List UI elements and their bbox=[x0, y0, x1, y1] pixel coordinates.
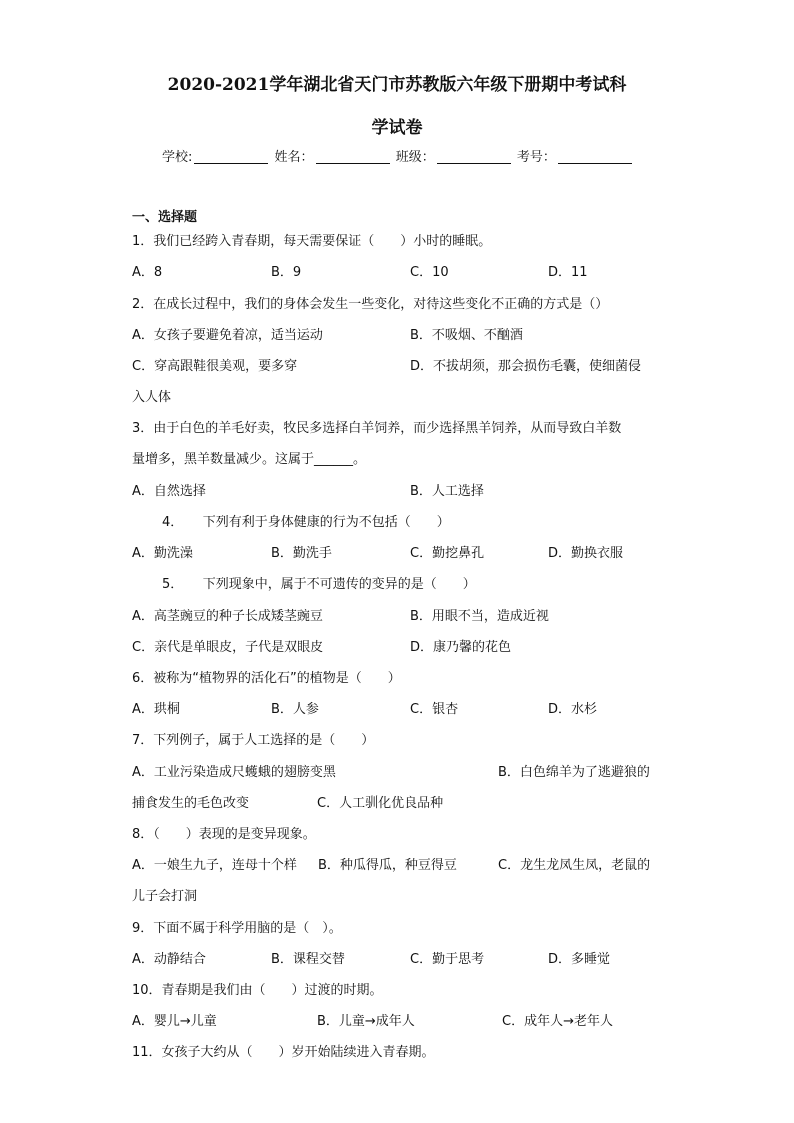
option-a: A．婴儿→儿童 bbox=[132, 1014, 217, 1029]
question-stem: 11．女孩子大约从（ ）岁开始陆续进入青春期。 bbox=[132, 1045, 435, 1060]
question-stem: 10．青春期是我们由（ ）过渡的时期。 bbox=[132, 983, 383, 998]
option-b: B．人参 bbox=[271, 702, 319, 717]
question-stem-continued: 量增多，黑羊数量减少。这属于______。 bbox=[132, 452, 367, 467]
option-b: B．不吸烟、不酗酒 bbox=[410, 328, 523, 343]
option-d: D．水杉 bbox=[548, 702, 598, 717]
option-b: B．白色绵羊为了逃避狼的 bbox=[498, 765, 650, 780]
question-stem: 1．我们已经跨入青春期，每天需要保证（ ）小时的睡眠。 bbox=[132, 234, 492, 249]
question-stem: 2．在成长过程中，我们的身体会发生一些变化，对待这些变化不正确的方式是（） bbox=[132, 297, 609, 312]
option-d: D．康乃馨的花色 bbox=[410, 640, 512, 655]
name-blank[interactable] bbox=[316, 149, 390, 164]
option-d-continued: 入人体 bbox=[132, 390, 172, 405]
student-info-row bbox=[162, 146, 634, 165]
option-b: B．9 bbox=[271, 265, 302, 280]
question-stem: 3．由于白色的羊毛好卖，牧民多选择白羊饲养，而少选择黑羊饲养，从而导致白羊数 bbox=[132, 421, 622, 436]
option-a: A．自然选择 bbox=[132, 484, 206, 499]
option-c: C．勤于思考 bbox=[410, 952, 485, 967]
name-label: 姓名： bbox=[274, 150, 314, 165]
question-stem: 9．下面不属于科学用脑的是（ ）。 bbox=[132, 921, 342, 936]
option-c: C．亲代是单眼皮，子代是双眼皮 bbox=[132, 640, 324, 655]
option-c: C．人工驯化优良品种 bbox=[317, 796, 444, 811]
question-stem: 7．下列例子，属于人工选择的是（ ） bbox=[132, 733, 375, 748]
option-d: D．11 bbox=[548, 265, 588, 280]
option-a: A．女孩子要避免着凉，适当运动 bbox=[132, 328, 323, 343]
option-d: D．多睡觉 bbox=[548, 952, 611, 967]
option-a: A．动静结合 bbox=[132, 952, 206, 967]
question-stem: 5． 下列现象中，属于不可遗传的变异的是（ ） bbox=[162, 577, 476, 592]
option-b: B．用眼不当，造成近视 bbox=[410, 609, 549, 624]
option-c: C．成年人→老年人 bbox=[502, 1014, 613, 1029]
option-b: B．人工选择 bbox=[410, 484, 484, 499]
option-b: B．种瓜得瓜，种豆得豆 bbox=[318, 858, 457, 873]
school-label: 学校: bbox=[162, 150, 193, 165]
option-c: C．银杏 bbox=[410, 702, 459, 717]
class-blank[interactable] bbox=[437, 149, 511, 164]
number-blank[interactable] bbox=[558, 149, 632, 164]
question-stem: 4． 下列有利于身体健康的行为不包括（ ） bbox=[162, 515, 450, 530]
section-title: 一、选择题 bbox=[132, 210, 198, 225]
question-stem: 6．被称为“植物界的活化石”的植物是（ ） bbox=[132, 671, 401, 686]
option-c: C．10 bbox=[410, 265, 449, 280]
option-b: B．儿童→成年人 bbox=[317, 1014, 415, 1029]
option-c-continued: 儿子会打洞 bbox=[132, 889, 198, 904]
option-d: D．不拔胡须，那会损伤毛囊，使细菌侵 bbox=[410, 359, 642, 374]
option-a: A．高茎豌豆的种子长成矮茎豌豆 bbox=[132, 609, 323, 624]
option-a: A．珙桐 bbox=[132, 702, 180, 717]
option-c: C．龙生龙凤生凤，老鼠的 bbox=[498, 858, 651, 873]
option-b: B．勤洗手 bbox=[271, 546, 332, 561]
option-a: A．8 bbox=[132, 265, 163, 280]
option-c: C．勤挖鼻孔 bbox=[410, 546, 485, 561]
school-blank[interactable] bbox=[194, 149, 268, 164]
option-b-continued: 捕食发生的毛色改变 bbox=[132, 796, 250, 811]
option-b: B．课程交替 bbox=[271, 952, 345, 967]
option-d: D．勤换衣服 bbox=[548, 546, 624, 561]
page-title-line-2: 学试卷 bbox=[371, 118, 423, 138]
page-title-line-1: 2020-2021学年湖北省天门市苏教版六年级下册期中考试科 bbox=[167, 75, 627, 95]
number-label: 考号： bbox=[516, 150, 556, 165]
option-a: A．一娘生九子，连母十个样 bbox=[132, 858, 297, 873]
option-a: A．工业污染造成尺蠖蛾的翅膀变黑 bbox=[132, 765, 336, 780]
option-c: C．穿高跟鞋很美观，要多穿 bbox=[132, 359, 298, 374]
option-a: A．勤洗澡 bbox=[132, 546, 193, 561]
class-label: 班级： bbox=[395, 150, 435, 165]
question-stem: 8．（ ）表现的是变异现象。 bbox=[132, 827, 316, 842]
